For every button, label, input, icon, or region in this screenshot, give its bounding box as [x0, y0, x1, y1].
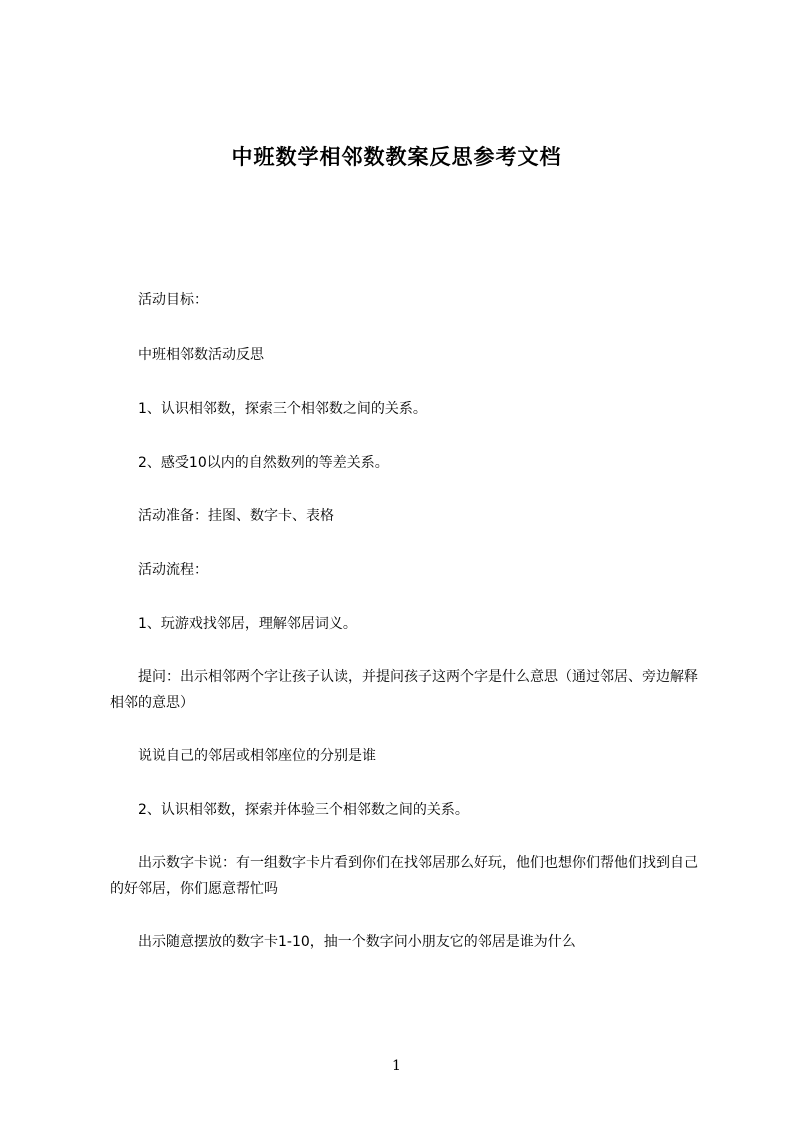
- paragraph-question: 提问：出示相邻两个字让孩子认读，并提问孩子这两个字是什么意思（通过邻居、旁边解释相邻的意思）: [110, 669, 698, 711]
- paragraph-step-1: 1、玩游戏找邻居，理解邻居词义。: [138, 616, 357, 632]
- paragraph-goal-1: 1、认识相邻数，探索三个相邻数之间的关系。: [138, 401, 427, 417]
- page-number: 1: [392, 1058, 401, 1074]
- paragraph-process-heading: 活动流程：: [138, 562, 208, 578]
- paragraph-number-cards: 出示数字卡说：有一组数字卡片看到你们在找邻居那么好玩，他们也想你们帮他们找到自己的好邻居，你们愿意帮忙吗: [110, 855, 698, 897]
- document-title: 中班数学相邻数教案反思参考文档: [231, 145, 562, 169]
- paragraph-activity-goals: 活动目标：: [138, 292, 208, 308]
- paragraph-step-2: 2、认识相邻数，探索并体验三个相邻数之间的关系。: [138, 802, 469, 818]
- paragraph-random-cards: 出示随意摆放的数字卡1-10，抽一个数字问小朋友它的邻居是谁为什么: [138, 934, 576, 950]
- paragraph-reflection-heading: 中班相邻数活动反思: [138, 347, 264, 363]
- paragraph-goal-2: 2、感受10以内的自然数列的等差关系。: [138, 455, 389, 471]
- paragraph-neighbors: 说说自己的邻居或相邻座位的分别是谁: [138, 748, 376, 764]
- paragraph-preparation: 活动准备：挂图、数字卡、表格: [138, 508, 334, 524]
